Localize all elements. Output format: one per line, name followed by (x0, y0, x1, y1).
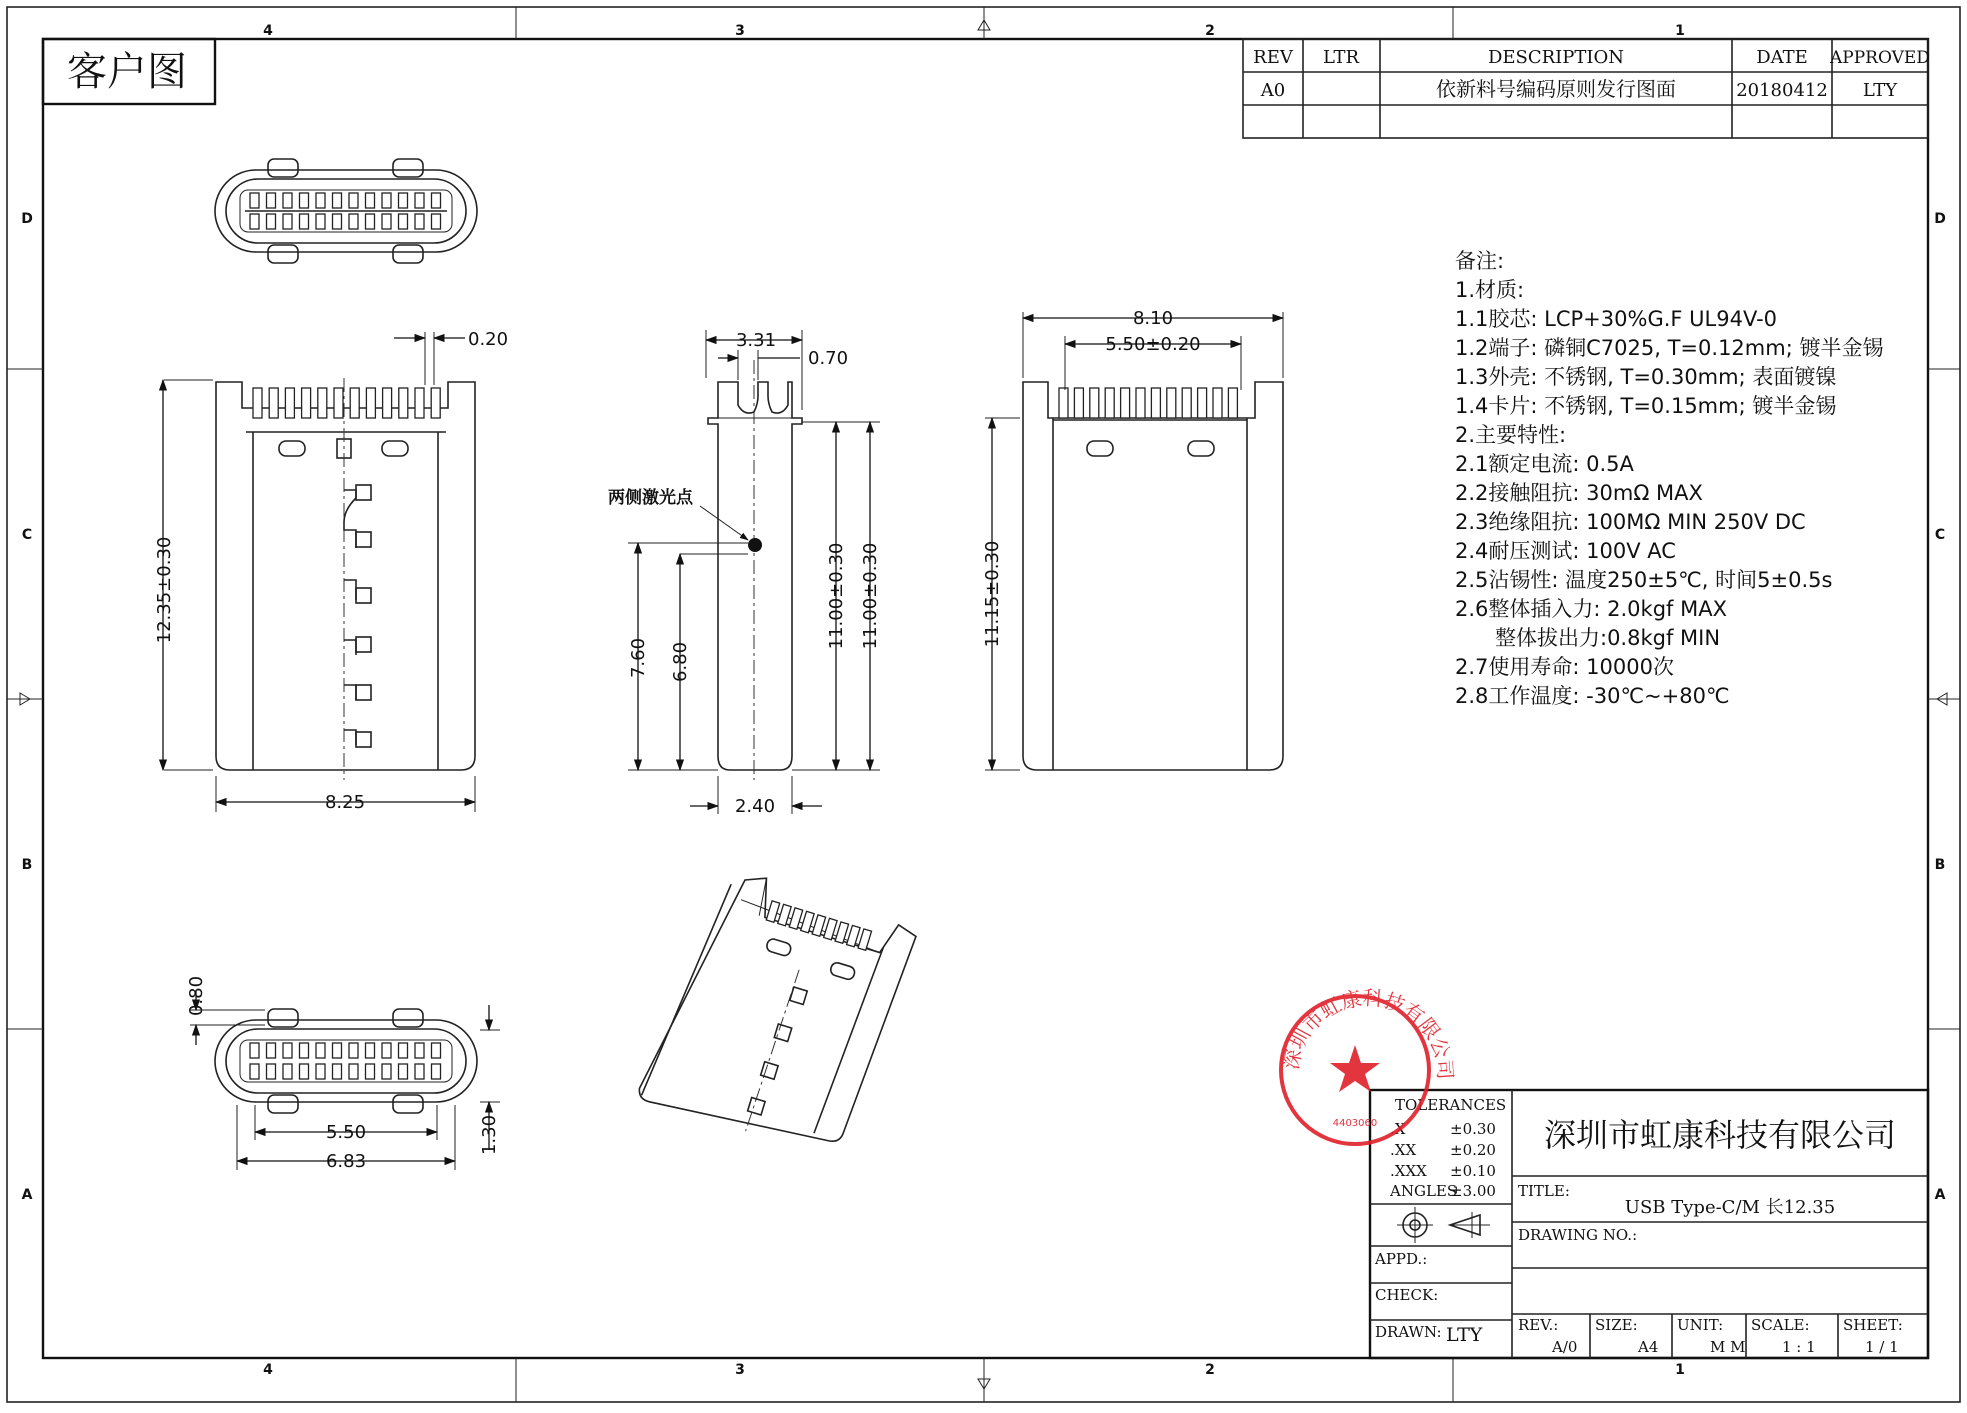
contact-pin (300, 1064, 309, 1079)
ltr-header: LTR (1322, 47, 1360, 68)
isometric-view (637, 861, 920, 1163)
terminal-pin (399, 388, 408, 418)
zone-right-D: D (1934, 211, 1946, 227)
contact-pin (382, 1064, 391, 1079)
approved-value: LTY (1862, 80, 1898, 101)
note-line-9: 2.3绝缘阻抗: 100MΩ MIN 250V DC (1455, 510, 1806, 534)
contact-pin (316, 193, 325, 208)
contact-pin (300, 1043, 309, 1058)
contact-pin (316, 1043, 325, 1058)
side-shell-outline (708, 382, 802, 770)
tolerance-xx-value: ±0.20 (1450, 1141, 1496, 1159)
tolerance-xxx-label: .XXX (1390, 1162, 1427, 1180)
terminal-pin (1182, 388, 1191, 418)
date-value: 20180412 (1736, 80, 1828, 101)
contact-pin (432, 1064, 441, 1079)
description-value: 依新料号编码原则发行图面 (1436, 77, 1676, 101)
side-h3-label: 11.00±0.30 (826, 542, 847, 650)
rev-value-cell: A/0 (1552, 1338, 1578, 1356)
bottom-right-height-label: 1.30 (479, 1114, 500, 1156)
scale-value: 1 : 1 (1782, 1338, 1816, 1356)
contact-pin (432, 1043, 441, 1058)
company-seal-stamp (1279, 986, 1458, 1144)
contact-pin (250, 193, 259, 208)
terminal-pin (1198, 388, 1207, 418)
contact-pin (283, 1064, 292, 1079)
contact-pin (349, 1043, 358, 1058)
contact-pin (432, 214, 441, 229)
laser-point-marker (748, 538, 762, 552)
zone-top-3: 3 (735, 23, 745, 39)
front-shell-outline (216, 382, 475, 770)
contact-pin (267, 1064, 276, 1079)
zone-right-C: C (1934, 527, 1946, 543)
terminal-pin (1151, 388, 1160, 418)
note-line-4: 1.3外壳: 不锈钢, T=0.30mm; 表面镀镍 (1455, 365, 1837, 389)
back-view (982, 308, 1283, 770)
contact-pin (300, 214, 309, 229)
zone-bottom-2: 2 (1205, 1362, 1215, 1378)
center-mark-left (10, 693, 42, 705)
terminal-pin (431, 388, 440, 418)
contact-pin (399, 214, 408, 229)
contact-pin (382, 1043, 391, 1058)
bottom-inner-width-label: 5.50 (325, 1122, 367, 1143)
contact-pin (366, 1064, 375, 1079)
contact-pin (399, 193, 408, 208)
terminal-pin (1213, 388, 1222, 418)
unit-value: M M (1710, 1338, 1746, 1356)
zone-bottom-3: 3 (735, 1362, 745, 1378)
contact-pin (333, 193, 342, 208)
drawn-label: DRAWN: (1375, 1323, 1442, 1341)
terminal-pin (269, 388, 278, 418)
zone-top-2: 2 (1205, 23, 1215, 39)
contact-pin (333, 1043, 342, 1058)
approved-header: APPROVED (1830, 48, 1930, 68)
rev-header: REV (1253, 47, 1293, 68)
contact-pin (366, 1043, 375, 1058)
contact-pin (366, 193, 375, 208)
note-line-15: 2.8工作温度: -30℃~+80℃ (1455, 684, 1730, 708)
appd-label: APPD.: (1375, 1250, 1428, 1268)
terminal-pin (285, 388, 294, 418)
drawing-no-label: DRAWING NO.: (1518, 1226, 1638, 1244)
notes-heading: 备注: (1455, 249, 1505, 273)
sheet-value: 1 / 1 (1865, 1338, 1899, 1356)
sheet-label: SHEET: (1843, 1316, 1903, 1334)
notes-block (1455, 249, 1883, 708)
contact-pin (382, 193, 391, 208)
contact-pin (267, 193, 276, 208)
contact-pin (316, 1064, 325, 1079)
contact-pin (415, 1064, 424, 1079)
contact-pin (250, 214, 259, 229)
date-header: DATE (1756, 47, 1808, 68)
zone-left-D: D (21, 211, 33, 227)
center-mark-bottom (978, 1360, 990, 1395)
note-line-2: 1.1胶芯: LCP+30%G.F UL94V-0 (1455, 307, 1778, 331)
customer-drawing-label (43, 39, 215, 104)
contact-pin (415, 1043, 424, 1058)
front-width-label: 8.25 (324, 792, 366, 813)
stamp-star-icon (1330, 1045, 1380, 1092)
note-line-5: 1.4卡片: 不锈钢, T=0.15mm; 镀半金锡 (1455, 394, 1837, 418)
contact-pin (349, 193, 358, 208)
title-label: TITLE: (1518, 1182, 1570, 1200)
contact-pin (399, 1043, 408, 1058)
terminal-pin (366, 388, 375, 418)
side-tab-label: 0.70 (808, 348, 849, 369)
contact-pin (267, 1043, 276, 1058)
note-line-11: 2.5沾锡性: 温度250±5℃, 时间5±0.5s (1455, 568, 1833, 592)
side-bottom-width-label: 2.40 (734, 796, 776, 817)
contact-pin (432, 193, 441, 208)
terminal-pin (383, 388, 392, 418)
contact-pin (283, 1043, 292, 1058)
zone-left-C: C (21, 527, 33, 543)
title-block (1370, 1090, 1928, 1358)
terminal-pin (334, 388, 343, 418)
tolerance-x-value: ±0.30 (1450, 1120, 1496, 1138)
center-mark-right (1929, 693, 1958, 705)
side-view (608, 330, 881, 817)
terminal-pin (318, 388, 327, 418)
zone-top-1: 1 (1675, 23, 1685, 39)
description-header: DESCRIPTION (1487, 47, 1625, 68)
terminal-pin (1121, 388, 1130, 418)
note-line-7: 2.1额定电流: 0.5A (1455, 452, 1634, 476)
company-name: 深圳市虹康科技有限公司 (1543, 1116, 1897, 1154)
zone-top-4: 4 (263, 23, 273, 39)
side-top-width-label: 3.31 (735, 330, 777, 351)
contact-pin (333, 214, 342, 229)
note-line-13: 整体拔出力:0.8kgf MIN (1495, 626, 1721, 650)
contact-pin (415, 214, 424, 229)
bottom-outer-width-label: 6.83 (325, 1151, 367, 1172)
contact-pin (349, 214, 358, 229)
front-view (154, 329, 508, 813)
note-line-14: 2.7使用寿命: 10000次 (1455, 655, 1674, 679)
tolerances-label: TOLERANCES (1395, 1096, 1507, 1114)
contact-pin (300, 193, 309, 208)
side-h2-label: 6.80 (670, 641, 691, 683)
terminal-pin (1059, 388, 1068, 418)
stamp-text: 深圳市虹康科技有限公司 (1278, 985, 1458, 1081)
tolerance-xxx-value: ±0.10 (1450, 1162, 1496, 1180)
rev-label: REV.: (1518, 1316, 1559, 1334)
laser-note-label: 两侧激光点 (608, 488, 693, 508)
unit-label: UNIT: (1677, 1316, 1724, 1334)
revision-table (1243, 39, 1930, 138)
note-line-8: 2.2接触阻抗: 30mΩ MAX (1455, 481, 1703, 505)
tolerance-angles-label: ANGLES (1390, 1182, 1458, 1200)
back-total-width-label: 8.10 (1132, 308, 1174, 329)
contact-pin (283, 193, 292, 208)
terminal-pin (350, 388, 359, 418)
terminal-pin (1074, 388, 1083, 418)
tolerance-xx-label: .XX (1390, 1141, 1417, 1159)
side-h4-label: 11.00±0.30 (860, 542, 881, 650)
check-label: CHECK: (1375, 1286, 1439, 1304)
terminal-pin (415, 388, 424, 418)
zone-bottom-4: 4 (263, 1362, 273, 1378)
terminal-pin (1167, 388, 1176, 418)
header-title: 客户图 (67, 49, 187, 95)
terminal-pin (1228, 388, 1237, 418)
front-pin-width-label: 0.20 (468, 329, 509, 350)
bottom-view (186, 976, 500, 1172)
terminal-pin (302, 388, 311, 418)
back-height-label: 11.15±0.30 (982, 540, 1003, 648)
contact-pin (316, 214, 325, 229)
contact-pin (250, 1064, 259, 1079)
title-value: USB Type-C/M 长12.35 (1624, 1197, 1836, 1218)
tolerance-x-label: .X (1390, 1120, 1406, 1138)
zone-left-A: A (21, 1187, 33, 1203)
terminal-pin (1090, 388, 1099, 418)
terminal-pin (1136, 388, 1145, 418)
note-line-3: 1.2端子: 磷铜C7025, T=0.12mm; 镀半金锡 (1455, 336, 1884, 360)
terminal-pin (253, 388, 262, 418)
front-height-label: 12.35±0.30 (154, 536, 175, 644)
center-mark-top (978, 14, 990, 38)
size-label: SIZE: (1595, 1316, 1638, 1334)
top-view-mating-face (215, 159, 477, 263)
contact-pin (349, 1064, 358, 1079)
drawn-value: LTY (1446, 1324, 1483, 1346)
scale-label: SCALE: (1751, 1316, 1810, 1334)
projection-symbol-icon (1397, 1207, 1490, 1243)
note-line-1: 1.材质: (1455, 278, 1525, 302)
zone-left-B: B (21, 857, 33, 873)
contact-pin (382, 214, 391, 229)
back-shell-outline (1023, 382, 1283, 770)
contact-pin (415, 193, 424, 208)
bottom-top-offset-label: 0.80 (186, 975, 207, 1017)
contact-pin (399, 1064, 408, 1079)
side-h1-label: 7.60 (628, 637, 649, 679)
back-pin-span-label: 5.50±0.20 (1105, 334, 1201, 355)
rev-value: A0 (1260, 80, 1286, 101)
zone-bottom-1: 1 (1675, 1362, 1685, 1378)
tolerance-angles-value: ±3.00 (1450, 1182, 1496, 1200)
contact-pin (366, 214, 375, 229)
contact-pin (333, 1064, 342, 1079)
zone-right-B: B (1934, 857, 1946, 873)
stamp-number: 4403060 (1332, 1118, 1378, 1129)
contact-pin (267, 214, 276, 229)
zone-right-A: A (1934, 1187, 1946, 1203)
terminal-pin (1105, 388, 1114, 418)
contact-pin (250, 1043, 259, 1058)
note-line-12: 2.6整体插入力: 2.0kgf MAX (1455, 597, 1727, 621)
contact-pin (283, 214, 292, 229)
size-value: A4 (1638, 1338, 1659, 1356)
note-line-6: 2.主要特性: (1455, 423, 1567, 447)
note-line-10: 2.4耐压测试: 100V AC (1455, 539, 1676, 563)
